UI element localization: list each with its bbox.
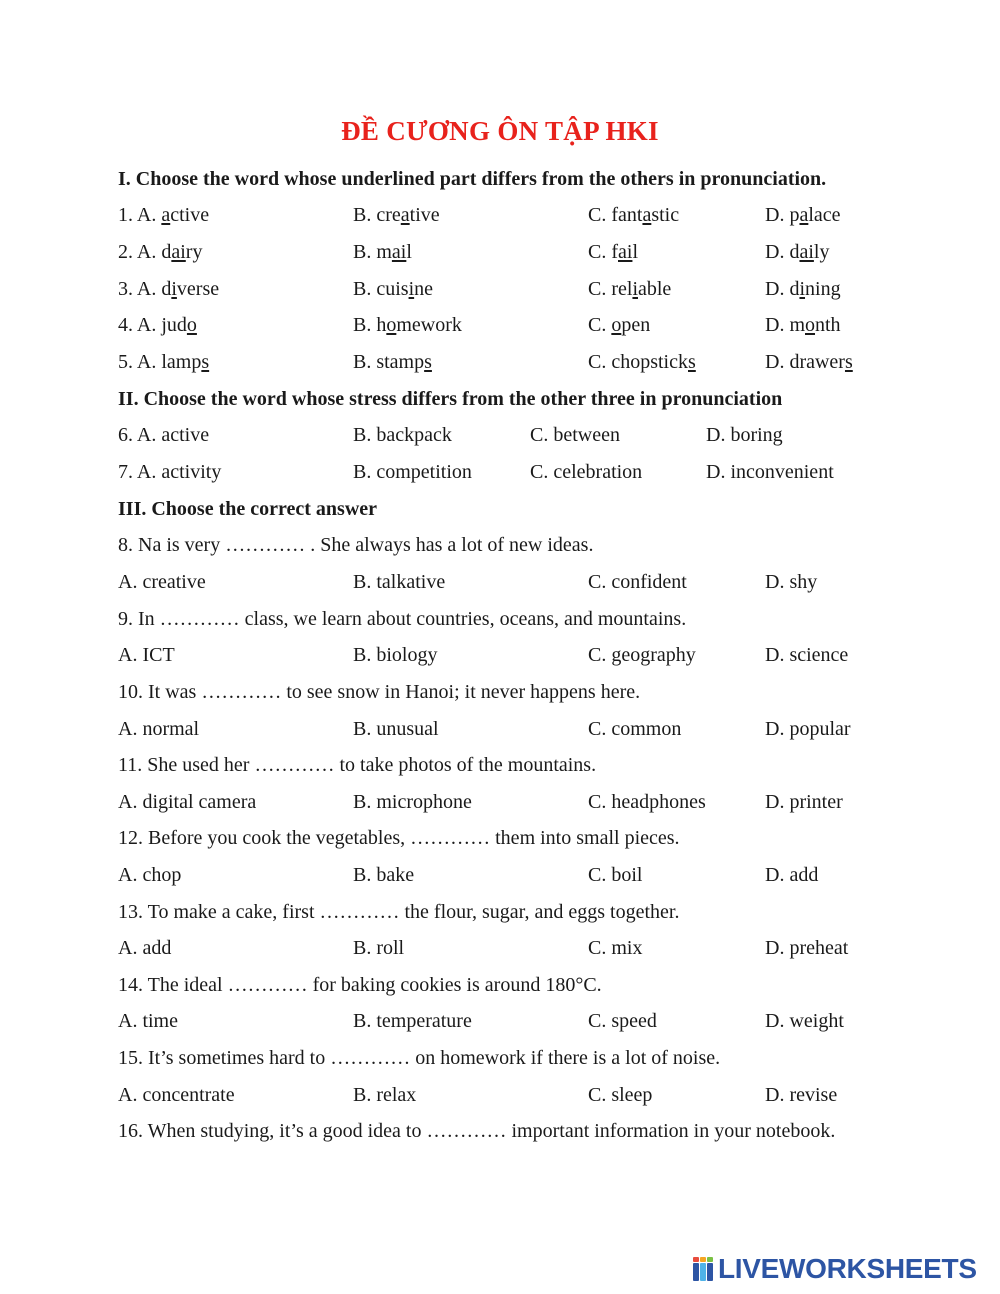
question-stem-14: 14. The ideal ………… for baking cookies is around 180°C.: [118, 974, 602, 996]
question-stem-16: 16. When studying, it’s a good idea to ………… important information in your notebook.: [118, 1120, 836, 1142]
option[interactable]: C. common: [588, 718, 682, 740]
question-stem-8: 8. Na is very ………… . She always has a lot of new ideas.: [118, 534, 594, 556]
option[interactable]: D. month: [765, 314, 841, 336]
option[interactable]: C. geography: [588, 644, 696, 666]
option[interactable]: 4. A. judo: [118, 314, 197, 336]
option[interactable]: A. creative: [118, 571, 206, 593]
option[interactable]: C. reliable: [588, 278, 672, 300]
option[interactable]: C. open: [588, 314, 651, 336]
option[interactable]: B. temperature: [353, 1010, 472, 1032]
option[interactable]: C. fantastic: [588, 204, 680, 226]
option[interactable]: B. relax: [353, 1084, 417, 1106]
liveworksheets-logo-icon: [692, 1256, 714, 1282]
question-stem-15: 15. It’s sometimes hard to ………… on homework if there is a lot of noise.: [118, 1047, 721, 1069]
option[interactable]: 7. A. activity: [118, 461, 222, 483]
option[interactable]: A. ICT: [118, 644, 175, 666]
option[interactable]: C. mix: [588, 937, 643, 959]
option[interactable]: C. headphones: [588, 791, 706, 813]
section-3-heading: III. Choose the correct answer: [118, 498, 378, 520]
option[interactable]: D. boring: [706, 424, 783, 446]
option[interactable]: D. daily: [765, 241, 830, 263]
option[interactable]: C. celebration: [530, 461, 643, 483]
option[interactable]: D. weight: [765, 1010, 844, 1032]
option[interactable]: D. revise: [765, 1084, 838, 1106]
liveworksheets-logo: [692, 1254, 977, 1284]
section-1-heading: I. Choose the word whose underlined part differs from the others in pronunciation.: [118, 168, 827, 190]
option[interactable]: B. competition: [353, 461, 472, 483]
option[interactable]: 3. A. diverse: [118, 278, 220, 300]
option[interactable]: C. sleep: [588, 1084, 653, 1106]
question-stem-12: 12. Before you cook the vegetables, ………… them into small pieces.: [118, 827, 680, 849]
option[interactable]: D. inconvenient: [706, 461, 834, 483]
option[interactable]: B. roll: [353, 937, 405, 959]
option[interactable]: A. concentrate: [118, 1084, 235, 1106]
question-stem-9: 9. In ………… class, we learn about countries, oceans, and mountains.: [118, 608, 687, 630]
option[interactable]: A. add: [118, 937, 172, 959]
option[interactable]: D. shy: [765, 571, 818, 593]
question-stem-10: 10. It was ………… to see snow in Hanoi; it never happens here.: [118, 681, 641, 703]
option[interactable]: 2. A. dairy: [118, 241, 203, 263]
option[interactable]: B. mail: [353, 241, 412, 263]
option[interactable]: A. time: [118, 1010, 178, 1032]
option[interactable]: B. microphone: [353, 791, 472, 813]
option[interactable]: A. chop: [118, 864, 182, 886]
option[interactable]: B. biology: [353, 644, 438, 666]
option[interactable]: 1. A. active: [118, 204, 210, 226]
option[interactable]: A. digital camera: [118, 791, 257, 813]
option[interactable]: B. bake: [353, 864, 415, 886]
page-title: ĐỀ CƯƠNG ÔN TẬP HKI: [341, 116, 659, 146]
option[interactable]: C. speed: [588, 1010, 657, 1032]
option[interactable]: A. normal: [118, 718, 200, 740]
option[interactable]: D. add: [765, 864, 819, 886]
option[interactable]: B. backpack: [353, 424, 452, 446]
option[interactable]: D. dining: [765, 278, 841, 300]
section-2-heading: II. Choose the word whose stress differs from the other three in pronunciation: [118, 388, 783, 410]
option[interactable]: B. cuisine: [353, 278, 434, 300]
option[interactable]: C. boil: [588, 864, 643, 886]
logo-text: LIVEWORKSHEETS: [718, 1253, 977, 1284]
option[interactable]: D. printer: [765, 791, 843, 813]
question-stem-13: 13. To make a cake, first ………… the flour, sugar, and eggs together.: [118, 901, 680, 923]
option[interactable]: D. popular: [765, 718, 851, 740]
option[interactable]: C. confident: [588, 571, 687, 593]
option[interactable]: D. drawers: [765, 351, 853, 373]
option[interactable]: 5. A. lamps: [118, 351, 210, 373]
option[interactable]: B. creative: [353, 204, 440, 226]
option[interactable]: B. stamps: [353, 351, 432, 373]
option[interactable]: C. chopsticks: [588, 351, 696, 373]
option[interactable]: C. fail: [588, 241, 638, 263]
option[interactable]: D. preheat: [765, 937, 849, 959]
option[interactable]: B. talkative: [353, 571, 446, 593]
option[interactable]: B. unusual: [353, 718, 439, 740]
option[interactable]: 6. A. active: [118, 424, 210, 446]
option[interactable]: B. homework: [353, 314, 462, 336]
option[interactable]: C. between: [530, 424, 620, 446]
option[interactable]: D. science: [765, 644, 849, 666]
question-stem-11: 11. She used her ………… to take photos of the mountains.: [118, 754, 597, 776]
option[interactable]: D. palace: [765, 204, 841, 226]
